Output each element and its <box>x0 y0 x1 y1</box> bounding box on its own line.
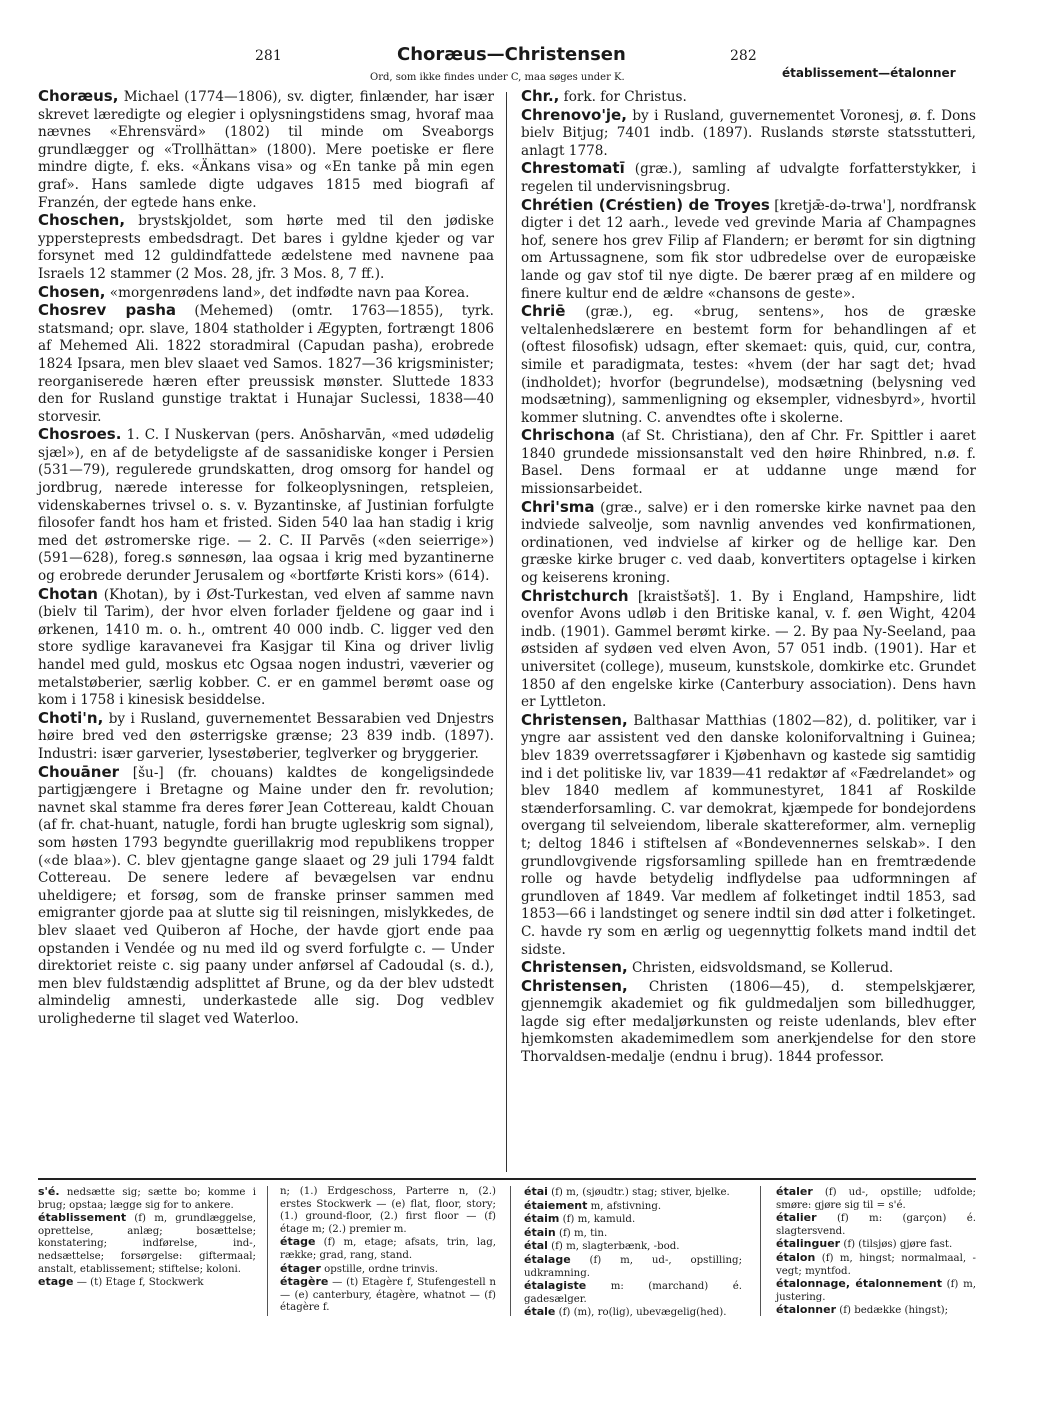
entry-headword: Choræus, <box>38 87 119 105</box>
vocab-divider-2 <box>510 1186 511 1316</box>
dictionary-entry <box>776 1252 976 1278</box>
entry-headword: Chrestomatī <box>521 159 625 178</box>
entry-headword: Chouāner <box>38 762 120 781</box>
entry-headword: étale <box>524 1305 556 1319</box>
dictionary-entry <box>38 586 494 710</box>
entry-headword: étalagiste <box>524 1279 587 1293</box>
entry-headword: étagère <box>280 1275 329 1289</box>
entry-headword: étalier <box>776 1211 817 1225</box>
dictionary-entry <box>524 1186 742 1200</box>
page-title: Choræus—Christensen <box>397 44 626 65</box>
entry-headword: établissement <box>38 1211 127 1225</box>
entry-text: (af St. Christiana), den af Chr. Fr. Spittler i aaret 1840 grundede missionsanstalt ved den høire Rhinbred, n.ø. f. Basel. Dens formaal er at uddanne unge mænd for missionsarbeidet. <box>521 428 976 498</box>
entry-headword: s'é. <box>38 1185 60 1198</box>
dictionary-entry <box>38 212 494 283</box>
vocab-column-1 <box>38 1186 256 1290</box>
entry-text: (græ., salve) er i den romerske kirke navnet paa den indviede salveolje, som navnlig anvendes ved konfirmationen, ordinationen, ved indvielse af kirker og de hellige kar. Den græske kirke bruger c. ved daab, konvertiters optagelse i kirken og keiserens kroning. <box>521 499 976 587</box>
dictionary-entry <box>776 1304 976 1318</box>
dictionary-entry <box>524 1240 742 1254</box>
dictionary-entry <box>38 284 494 303</box>
entry-headword: Christensen, <box>521 710 628 729</box>
entry-headword: étal <box>524 1239 548 1253</box>
entry-text: Christen, eidsvoldsmand, se Kollerud. <box>627 960 894 977</box>
entry-text: (f) m, hingst; normalmaal, -vegt; myntfod. <box>776 1252 976 1277</box>
entry-text: [šu-] (fr. chouans) kaldtes de kongeligsindede partigjængere i Bretagne og Maine under den fr. revolution; navnet skal stamme fra deres fører Jean Cottereau, kaldt Chouan (af fr. chat-huant, natugle, fordi han brugte ugleskrig som signal), som høsten 1793 begyndte guerillakrig mod republikens tropper («de blaa»). C. blev gjentagne gange slaaet og 29 juli 1794 faldt Cottereau. De senere ledere af bevægelsen var endnu uheldigere; et forsøg, som de franske prinser sammen med emigranter gjorde paa at slutte sig til reisningen, mislykkedes, de blev slaaet ved Quiberon af Hoche, der havde gjort ende paa opstanden i Vendée og nu med ild og sverd forfulgte c. — Under direktoriet reiste c. sig paany under anførsel af Cadoudal (s. d.), men blev fuldstændig adsplittet af Brune, og da der blev udstedt almindelig amnesti, underkastede alle sig. Dog vedblev urolighederne til slaget ved Waterloo. <box>38 764 494 1027</box>
entry-text: — (t) Etage f, Stockwerk <box>73 1277 204 1289</box>
dictionary-entry <box>38 88 494 212</box>
entry-text: brystskjoldet, som hørte med til den jødiske yppersteprests embedsdragt. Det bares i gyldne kjeder og var forsynet med 12 guldindfattede ædelstene med navnene paa Israels 12 stammer (2 Mos. 28, jfr. 3 Mos. 8, 7 ff.). <box>38 213 494 282</box>
entry-text: nedsætte sig; sætte bo; komme i brug; opstaa; lægge sig for to ankere. <box>38 1187 256 1211</box>
dictionary-entry <box>524 1254 742 1280</box>
entry-headword: Chri'sma <box>521 497 595 516</box>
dictionary-entry <box>280 1263 496 1277</box>
entry-headword: étage <box>280 1235 316 1249</box>
dictionary-entry <box>521 712 976 959</box>
dictionary-entry <box>776 1212 976 1238</box>
entry-headword: étalonner <box>776 1303 837 1317</box>
dictionary-entry <box>524 1200 742 1214</box>
entry-text: (græ.), samling af udvalgte forfatterstykker, i regelen til undervisningsbrug. <box>521 161 976 195</box>
entry-text: 1. C. I Nuskervan (pers. Anōsharvān, «med udødelig sjæl»), en af de betydeligste af de sassanidiske konger i Persien (531—79), regulerede grundskatten, drog omsorg for handel og jordbrug, nærede interesse for folkeoplysningen, retspleien, videnskabernes trivsel o. s. v. Byzantinske, af Justinian forfulgte filosofer fandt hos ham et fristed. Siden 540 laa han stadig i krig med det østromerske rige. — 2. C. II Parvēs («den seierrige») (591—628), foreg.s sønnesøn, laa ogsaa i krig med byzantinerne og erobrede derunder Jerusalem og «bortførte Kristi kors» (614). <box>38 427 494 585</box>
dictionary-entry <box>524 1213 742 1227</box>
entry-headword: étaler <box>776 1185 813 1198</box>
entry-headword: étai <box>524 1185 548 1198</box>
entry-text: (f) m, etage; afsats, trin, lag, række; grad, rang, stand. <box>280 1237 496 1261</box>
dictionary-entry <box>521 588 976 712</box>
page-number-right: 282 <box>730 48 757 64</box>
dictionary-entry <box>38 710 494 764</box>
entry-text: n; (1.) Erdgeschoss, Parterre n, (2.) erstes Stockwerk — (e) flat, floor, story; (1.) ground-floor, (2.) first floor — (f) étage m; (2.) premier m. <box>280 1186 496 1235</box>
vocab-column-4 <box>776 1186 976 1318</box>
entry-text: (f) m, grundlæggelse, oprettelse, anlæg; bosættelse; konstatering; indførelse, ind-, nedsættelse; forsørgelse: giftermaal; anstalt, etablissement; stiftelse; koloni. <box>38 1213 256 1275</box>
entry-text: [kraistšǝtš]. 1. By i England, Hampshire, lidt ovenfor Avons udløb i den Britiske kanal, v. f. øen Wight, 4204 indb. (1901). Gammel berømt kirke. — 2. By paa Ny-Seeland, paa østsiden af sydøen ved elven Avon, 57 051 indb. (1901). Har et universitet (college), museum, kunstskole, domkirke etc. Grundet 1850 af den engelske kirke (Canterbury association). Dens havn er Lyttleton. <box>521 588 976 711</box>
entry-text: (græ.), eg. «brug, sentens», hos de græske veltalenhedslærere en bestemt form for behandlingen af et (oftest filosofisk) udsagn, efter skemaet: quis, quid, cur, contra, simile et paradigmata, testes: «hvem (der har sagt det; hvad (indholdet); hvorfor (begrundelse), modsætning (belysning ved modsætning), sammenligning og eksempler, vidnesbyrd», hvortil kommer slutning. C. anvendtes ofte i skolerne. <box>521 304 976 426</box>
entry-headword: Christensen, <box>521 976 628 995</box>
entry-text: (f) (m), ro(lig), ubevægelig(hed). <box>555 1307 727 1319</box>
entry-text: (Khotan), by i Øst-Turkestan, ved elven af samme navn (bielv til Tarim), der hvor elven forlader fjeldene og gaar ind i ørkenen, 1410 m. o. h., omtrent 40 000 indb. C. ligger ved den store sydlige karavanevei fra Kasjgar til Kina og driver livlig handel med guld, moskus etc Ogsaa nogen industri, væverier og metalstøberier, særlig kobber. C. er en gammel berømt oase og kom i 1758 i kinesisk besiddelse. <box>38 586 494 709</box>
entry-headword: Chosrev pasha <box>38 301 177 320</box>
entry-headword: Choti'n, <box>38 708 104 727</box>
dictionary-entry <box>524 1227 742 1241</box>
dictionary-entry <box>280 1276 496 1315</box>
entry-headword: Chrischona <box>521 426 615 445</box>
entry-text: (f) m, tin. <box>555 1227 608 1239</box>
dictionary-entry <box>38 764 494 1029</box>
entry-text: by i Rusland, guvernementet Bessarabien ved Dnjestrs høire bred ved den østerrigske grænse; 23 839 indb. (1897). Industri: især garverier, lysestøberier, teglverker og bryggerier. <box>38 710 494 762</box>
entry-text: «morgenrødens land», det indfødte navn paa Korea. <box>105 284 470 301</box>
entry-text: Michael (1774—1806), sv. digter, finlænder, har især skrevet læredigte og elegier i oplysningstidens smag, hvoraf maa nævnes «Ehrensvärd» (1802) til minde om Sveaborgs grundlægger og «Trollhättan» (1800). Mere poetiske er flere mindre digte, f. eks. «Änkans visa» og «En tanke på min egen graf». Hans samlede digte udgaves 1815 med biografi af Franzén, der egtede hans enke. <box>38 89 494 211</box>
entry-text: (f) m, kamuld. <box>559 1214 636 1226</box>
entry-headword: étalage <box>524 1252 571 1266</box>
entry-headword: étain <box>524 1225 556 1239</box>
dictionary-entry <box>521 197 976 304</box>
entry-text: (f) ud-, opstille; udfolde; smøre: gjøre sig til = s'é. <box>776 1187 976 1211</box>
entry-headword: Chosen, <box>38 282 106 301</box>
entry-headword: Chriē <box>521 302 566 321</box>
entry-headword: Chrétien (Créstien) de Troyes <box>521 195 770 214</box>
entry-headword: Chr., <box>521 87 560 105</box>
dictionary-entry <box>38 1186 256 1212</box>
entry-text: [kretjǣ-də-trwa'], nordfransk digter i det 12 aarh., levede ved grevinde Maria af Champagnes hof, senere hos grev Filip af Flandern; er berømt for sin digtning om Artussagnene, som fik stor udbredelse over de europæiske lande og gav stof til nye digte. De bærer præg af en mildere og finere kultur end de ældre «chansons de geste». <box>521 197 976 302</box>
entry-headword: étalonnage, étalonnement <box>776 1277 942 1291</box>
dictionary-entry <box>38 302 494 426</box>
page-number-left: 281 <box>255 48 282 64</box>
column-divider <box>506 92 507 1172</box>
entry-text: m: (marchand) é. gadesælger. <box>524 1281 742 1305</box>
dictionary-entry <box>38 1212 256 1276</box>
entry-headword: Chotan <box>38 584 98 603</box>
dictionary-entry <box>524 1306 742 1320</box>
entry-text: (Mehemed) (omtr. 1763—1855), tyrk. statsmand; opr. slave, 1804 statholder i Ægypten, fortrængt 1806 af Mehemed Ali. 1822 storadmiral (Capudan pasha), erobrede 1824 Ipsara, men blev slaaet ved Samos. 1827—36 krigsminister; reorganiserede hæren efter preussisk mønster. Sluttede 1833 den for Rusland gunstige traktat i Hunajar Suclessi, 1838—40 storvesir. <box>38 303 494 425</box>
entry-headword: Chrenovo'je, <box>521 105 627 124</box>
vocab-divider-1 <box>267 1186 268 1316</box>
entry-headword: étalinguer <box>776 1237 841 1251</box>
dictionary-entry <box>38 426 494 585</box>
entry-text: (f) (tilsjøs) gjøre fast. <box>840 1239 953 1251</box>
entry-text: (f) m, slagterbænk, -bod. <box>547 1241 680 1253</box>
vocab-divider <box>38 1178 976 1180</box>
vocab-divider-3 <box>760 1186 761 1316</box>
dictionary-entry <box>521 303 976 427</box>
dictionary-entry <box>521 978 976 1067</box>
entry-text: m, afstivning. <box>587 1200 662 1212</box>
dictionary-entry <box>776 1186 976 1212</box>
entry-text: (f) m, (sjøudtr.) stag; stiver, bjelke. <box>547 1187 730 1198</box>
entry-headword: étaiement <box>524 1198 588 1212</box>
entry-text: fork. for Christus. <box>559 89 687 105</box>
entry-text: (f) m: (garçon) é. slagtersvend. <box>776 1213 976 1237</box>
dictionary-entry <box>524 1280 742 1306</box>
header-note: Ord, som ikke findes under C, maa søges under K. <box>370 72 625 83</box>
entry-headword: Christchurch <box>521 586 629 605</box>
entry-text: by i Rusland, guvernementet Voronesj, ø. f. Dons bielv Bitjug; 7401 indb. (1897). Ruslands største statsstutteri, anlagt 1778. <box>521 107 976 159</box>
entry-headword: étalon <box>776 1250 816 1264</box>
entry-text: Christen (1806—45), d. stempelskjærer, gjennemgik akademiet og fik guldmedaljen som billedhugger, lagde sig efter medaljørkunsten og reiste udenlands, blev efter hjemkomsten akademimedlem som anerkjendelse for den store Thorvaldsen-medalje (endnu i brug). 1844 professor. <box>521 978 976 1066</box>
entry-text: — (t) Etagère f, Stufengestell n — (e) canterbury, étagère, whatnot — (f) étagère f. <box>280 1277 496 1314</box>
dictionary-entry <box>776 1238 976 1252</box>
entry-headword: Choschen, <box>38 211 126 230</box>
entry-headword: Chosroes. <box>38 425 122 444</box>
dictionary-entry <box>280 1186 496 1236</box>
dictionary-entry <box>521 427 976 498</box>
vocab-range: établissement—étalonner <box>782 66 956 80</box>
dictionary-entry <box>521 499 976 588</box>
entry-text: (f) bedække (hingst); <box>836 1305 949 1317</box>
dictionary-entry <box>521 107 976 161</box>
dictionary-entry <box>280 1236 496 1262</box>
dictionary-entry <box>521 160 976 196</box>
entry-text: Balthasar Matthias (1802—82), d. politiker, var i yngre aar assistent ved den danske koloniforvaltning i Guinea; blev 1839 overretssagfører i Kjøbenhavn og kastede sig samtidig ind i det politiske liv, var 1839—41 redaktør af «Fædrelandet» og blev 1840 medlem af kommunestyret, 1841 af Roskilde stænderforsamling. C. var demokrat, kjæmpede for bondejordens overgang til selveiendom, liberale skattereformer, alm. verneplig t; deltog 1846 i stiftelsen af «Bondevennernes selskab». I den grundlovgivende rigsforsamling spillede han en fremtrædende rolle og havde betydelig indflydelse paa udformningen af grundloven af 1849. Var medlem af folketinget indtil 1853, sad 1853—66 i landstinget og senere indtil sin død atter i folketinget. C. havde ry som en ærlig og uegennyttig folkets mand indtil det sidste. <box>521 712 976 958</box>
entry-headword: étager <box>280 1261 321 1275</box>
left-column <box>38 88 494 1028</box>
dictionary-entry <box>776 1278 976 1304</box>
entry-headword: etage <box>38 1275 74 1289</box>
entry-headword: étaim <box>524 1212 560 1226</box>
dictionary-entry <box>521 88 976 107</box>
vocab-column-2 <box>280 1186 496 1315</box>
dictionary-entry <box>38 1276 256 1290</box>
vocab-column-3 <box>524 1186 742 1320</box>
entry-headword: Christensen, <box>521 958 628 977</box>
right-column <box>521 88 976 1067</box>
entry-text: opstille, ordne trinvis. <box>320 1263 439 1275</box>
entry-text: (f) m, justering. <box>776 1279 976 1303</box>
dictionary-entry <box>521 959 976 978</box>
entry-text: (f) m, ud-, opstilling; udkramning. <box>524 1254 742 1279</box>
